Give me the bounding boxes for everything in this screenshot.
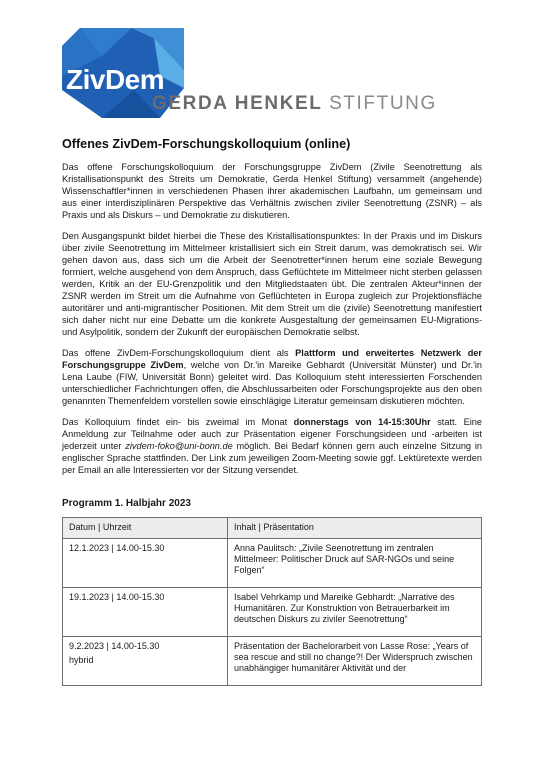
- foundation-name-bold: GERDA HENKEL: [152, 93, 323, 114]
- column-header-date: Datum | Uhrzeit: [63, 518, 228, 539]
- page-title: Offenes ZivDem-Forschungskolloquium (online): [62, 137, 351, 151]
- platform-paragraph: [62, 347, 482, 407]
- session-date: 12.1.2023 | 14.00-15.30: [63, 539, 228, 588]
- session-content: Anna Paulitsch: „Zivile Seenotrettung im zentralen Mittelmeer: Politischer Druck auf SAR-NGOs und seine Folgen“: [228, 539, 482, 588]
- foundation-name: [152, 93, 437, 115]
- table-row: [63, 588, 482, 637]
- session-content: Isabel Vehrkamp und Mareike Gebhardt: „Narrative des Humanitären. Zur Konstruktion von Betrauerbarkeit im deutschen Diskurs zu ziviler Seenotrettung“: [228, 588, 482, 637]
- thesis-paragraph: Den Ausgangspunkt bildet hierbei die These des Kristallisationspunktes: In der Praxis und im Diskurs über zivile Seenotrettung im Mittelmeer kristallisiert sich ein Streit darum, was demokratisch sei. Wir gehen davon aus, dass sich um die Arbeit der Seenotretter*innen herum eine soziale Bewegung formiert, welche ausgehend von dem Anspruch, dass Geflüchtete im Mittelmeer nicht sterben gelassen werden, Kritik an der EU-Grenzpolitik und den Mitgliedstaaten übt. Die zentralen Akteur*innen der ZSNR werden im Streit um die Aufnahme von Geflüchteten in Europa zugleich zur Projektionsfläche autoritärer und anti-migrantischer Positionen. Mit dem Streit um die (zivile) Seenotrettung manifestiert sich daher nicht nur eine Debatte um die konkrete Ausgestaltung der gemeinsamen EU-Migrations- und Asylpolitik, sondern der Zukunft der europäischen Demokratie selbst.: [62, 231, 482, 337]
- contact-email-link[interactable]: zivdem-foko@uni-bonn.de: [125, 441, 233, 451]
- foundation-name-light: STIFTUNG: [329, 93, 437, 114]
- session-date-cell: [63, 637, 228, 686]
- session-content: Präsentation der Bachelorarbeit von Lasse Rose: „Years of sea rescue and still no change?! Der Widerspruch zwischen unabhängiger humanitärer Aktivität und der: [228, 637, 482, 686]
- session-format-note: hybrid: [69, 655, 94, 665]
- schedule-paragraph: [62, 416, 482, 476]
- schedule-text-bold: donnerstags von 14-15:30Uhr: [293, 417, 431, 427]
- table-row: [63, 539, 482, 588]
- platform-text-end: , welche von Dr.'in Mareike Gebhardt (Universität Münster) und Dr.'in Lena Laube (FIW, Universität Bonn) geleitet wird. Das Kolloquium steht interessierten Forschenden unterschiedlicher Fachrichtungen offen, die Abschlussarbeiten oder Forschungsprojekte aus den oben genannten Themenfeldern vorstellen sowie einschlägige Literatur gemeinsam diskutieren möchten.: [62, 360, 483, 406]
- table-row: [63, 637, 482, 686]
- document-body: [62, 137, 482, 686]
- schedule-text-end: möglich. Bei Bedarf können gern auch einzelne Sitzung in englischer Sprache stattfinden. Der Link zum jeweiligen Zoom-Meeting sowie ggf. Lektüretexte werden per Email an alle Interessierten vor der Sitzung versendet.: [62, 441, 482, 475]
- schedule-text-start: Das Kolloquium findet ein- bis zweimal im Monat: [62, 417, 294, 427]
- schedule-text-mid: statt. Eine Anmeldung zur Teilnahme oder auch zur Präsentation eigener Forschungsideen und -arbeiten ist jederzeit unter: [62, 417, 482, 451]
- intro-paragraph: Das offene Forschungskolloquium der Forschungsgruppe ZivDem (Zivile Seenotrettung als Kristallisationspunkt des Streits um Demokratie, Gerda Henkel Stiftung) versammelt (angehende) Wissenschaftler*innen in verschiedenen Phasen ihrer akademischen Laufbahn, um gemeinsam und aus einer interdisziplinären Perspektive das Verhältnis zwischen ziviler Seenotrettung (ZSNR) – als Praxis und als Diskurs – und Demokratie zu diskutieren.: [62, 162, 482, 220]
- table-header-row: [63, 518, 482, 539]
- column-header-content: Inhalt | Präsentation: [228, 518, 482, 539]
- platform-text-bold: Plattform und erweitertes Netzwerk der Forschungsgruppe ZivDem: [62, 348, 482, 370]
- session-date: 19.1.2023 | 14.00-15.30: [63, 588, 228, 637]
- logo-wordmark: ZivDem: [66, 64, 165, 95]
- session-date: 9.2.2023 | 14.00-15.30: [69, 641, 160, 651]
- platform-text-start: Das offene ZivDem-Forschungskolloquium dient als: [62, 348, 296, 358]
- programme-heading: Programm 1. Halbjahr 2023: [62, 498, 191, 509]
- programme-table: [62, 517, 482, 686]
